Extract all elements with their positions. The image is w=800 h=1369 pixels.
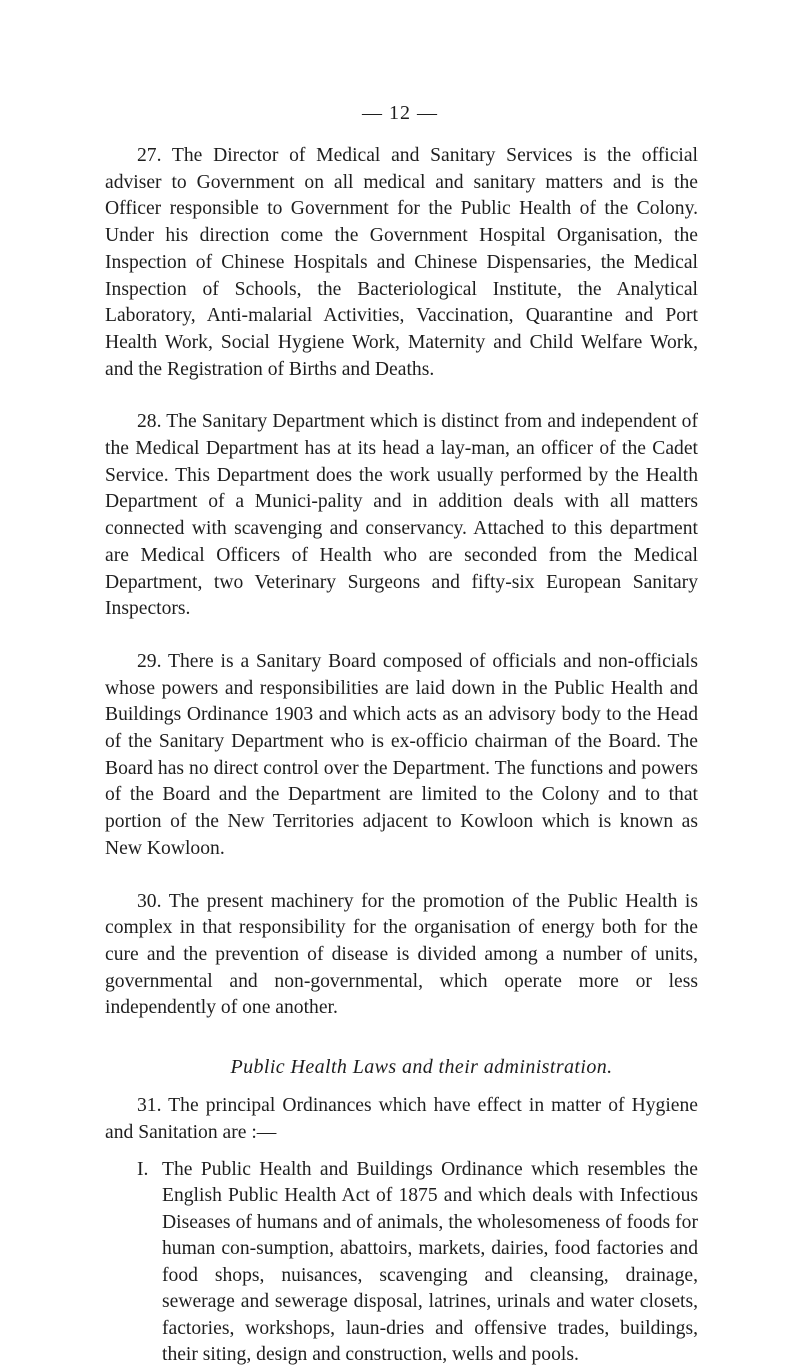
- page-number: — 12 —: [362, 102, 438, 124]
- list-item-text: The Public Health and Buildings Ordinance which resembles the English Public Health Act of 1875 and which deals with Infectious Diseases of humans and of animals, the wholesomeness of foods for human con-sumption, abattoirs, markets, dairies, food factories and food shops, nuisances, scavenging and cleansing, drainage, sewerage and sewerage disposal, latrines, urinals and water closets, factories, workshops, laun-dries and offensive trades, buildings, their siting, design and construction, wells and pools.: [162, 1158, 698, 1365]
- paragraph-30: 30. The present machinery for the promotion of the Public Health is complex in that responsibility for the organisation of energy both for the cure and the prevention of disease is divided among a number of units, governmental and non-governmental, which operate more or less independently of one another.: [105, 890, 698, 1019]
- document-body: [105, 143, 698, 1369]
- paragraph-28: 28. The Sanitary Department which is distinct from and independent of the Medical Department has at its head a lay-man, an officer of the Cadet Service. This Department does the work usually performed by the Health Department of a Munici-pality and in addition deals with all matters connected with scavenging and conservancy. Attached to this department are Medical Officers of Health who are seconded from the Medical Department, two Veterinary Surgeons and fifty-six European Sanitary Inspectors.: [105, 411, 698, 620]
- section-heading: Public Health Laws and their administration.: [230, 1056, 613, 1079]
- paragraph-27: 27. The Director of Medical and Sanitary Services is the official adviser to Government on all medical and sanitary matters and is the Officer responsible to Government for the Public Health of the Colony. Under his direction come the Government Hospital Organisation, the Inspection of Chinese Hospitals and Chinese Dispensaries, the Medical Inspection of Schools, the Bacteriological Institute, the Analytical Laboratory, Anti-malarial Activities, Vaccination, Quarantine and Port Health Work, Social Hygiene Work, Maternity and Child Welfare Work, and the Registration of Births and Deaths.: [105, 145, 698, 380]
- list-marker: I.: [137, 1158, 149, 1180]
- paragraph-31: 31. The principal Ordinances which have effect in matter of Hygiene and Sanitation are :—: [105, 1095, 698, 1143]
- paragraph-29: 29. There is a Sanitary Board composed of officials and non-officials whose powers and responsibilities are laid down in the Public Health and Buildings Ordinance 1903 and which acts as an advisory body to the Head of the Sanitary Department who is ex-officio chairman of the Board. The Board has no direct control over the Department. The functions and powers of the Board and the Department are limited to the Colony and to that portion of the New Territories adjacent to Kowloon which is known as New Kowloon.: [105, 650, 698, 859]
- list-item: [105, 1157, 698, 1369]
